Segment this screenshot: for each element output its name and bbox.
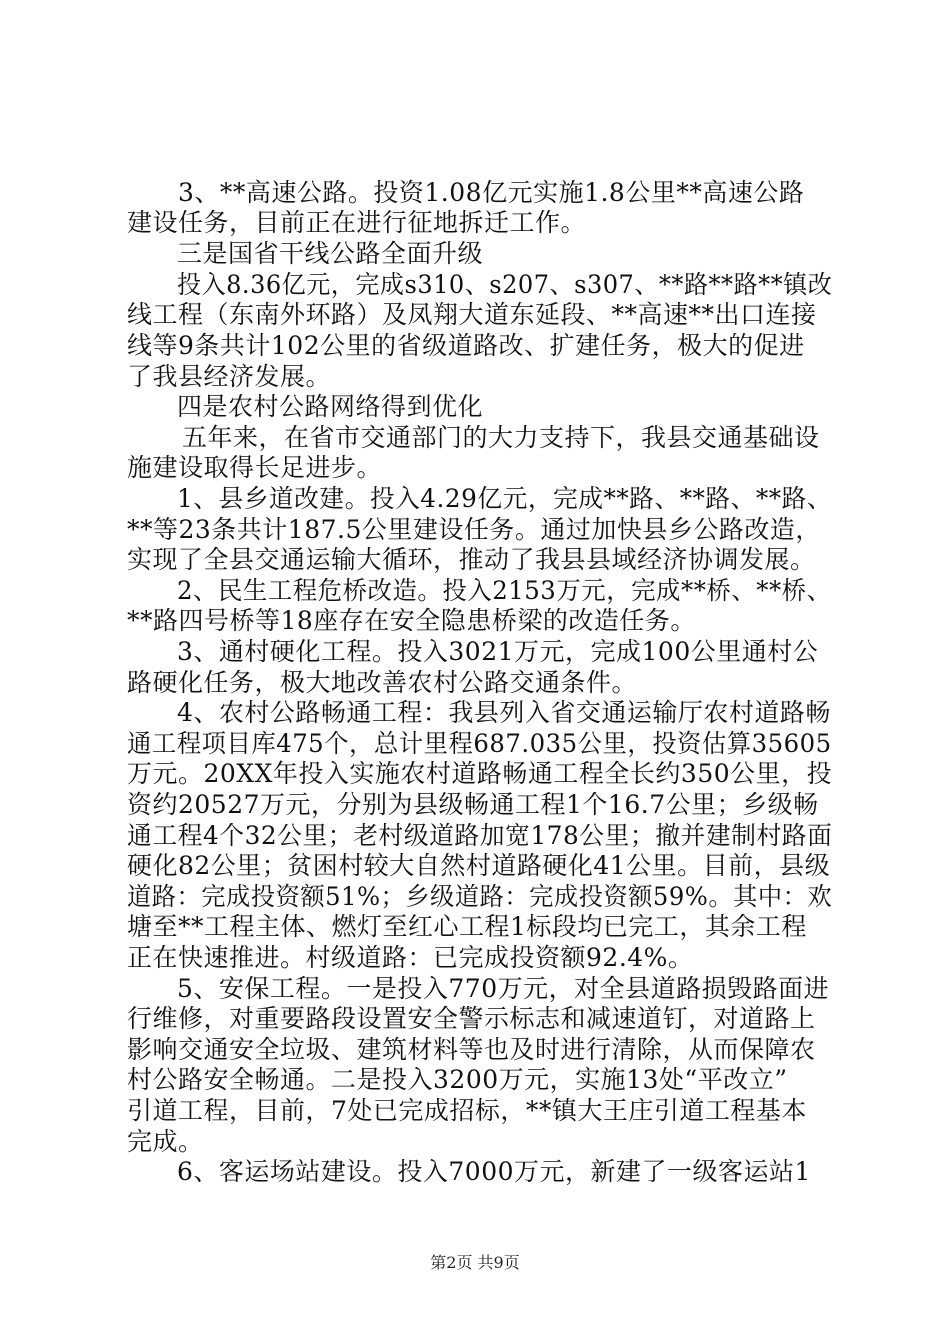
text-line: 线等9条共计102公里的省级道路改、扩建任务，极大的促进 bbox=[127, 331, 805, 360]
text-line: 6、客运场站建设。投入7000万元，新建了一级客运站1 bbox=[177, 1157, 811, 1186]
text-line: 道路：完成投资额51%；乡级道路：完成投资额59%。其中：欢 bbox=[127, 882, 833, 911]
text-line: 万元。20XX年投入实施农村道路畅通工程全长约350公里，投 bbox=[127, 759, 833, 788]
text-line: 行维修，对重要路段设置安全警示标志和减速道钉，对道路上 bbox=[127, 1004, 816, 1033]
text-line: 2、民生工程危桥改造。投入2153万元，完成**桥、**桥、 bbox=[177, 576, 832, 605]
text-line: **路四号桥等18座存在安全隐患桥梁的改造任务。 bbox=[127, 606, 696, 635]
text-line: 了我县经济发展。 bbox=[127, 362, 332, 391]
text-line: 5、安保工程。一是投入770万元，对全县道路损毁路面进 bbox=[177, 974, 830, 1003]
text-line: 完成。 bbox=[127, 1127, 204, 1156]
text-line: 资约20527万元，分别为县级畅通工程1个16.7公里；乡级畅 bbox=[127, 790, 819, 819]
text-line: 正在快速推进。村级道路：已完成投资额92.4%。 bbox=[127, 943, 694, 972]
section-heading: 四是农村公路网络得到优化 bbox=[177, 392, 484, 421]
text-line: **等23条共计187.5公里建设任务。通过加快县乡公路改造， bbox=[127, 515, 821, 544]
text-line: 路硬化任务，极大地改善农村公路交通条件。 bbox=[127, 668, 638, 697]
text-line: 五年来，在省市交通部门的大力支持下，我县交通基础设 bbox=[182, 423, 820, 452]
text-line: 影响交通安全垃圾、建筑材料等也及时进行清除，从而保障农 bbox=[127, 1035, 816, 1064]
text-line: 1、县乡道改建。投入4.29亿元，完成**路、**路、**路、 bbox=[177, 484, 833, 513]
text-line: 硬化82公里；贫困村较大自然村道路硬化41公里。目前，县级 bbox=[127, 851, 831, 880]
section-heading: 三是国省干线公路全面升级 bbox=[177, 239, 484, 268]
text-line: 线工程（东南外环路）及凤翔大道东延段、**高速**出口连接 bbox=[127, 300, 817, 329]
text-line: 实现了全县交通运输大循环，推动了我县县域经济协调发展。 bbox=[127, 545, 816, 574]
text-line: 通工程4个32公里；老村级道路加宽178公里；撤并建制村路面 bbox=[127, 821, 833, 850]
text-line: 引道工程，目前，7处已完成招标，**镇大王庄引道工程基本 bbox=[127, 1096, 807, 1125]
text-line: 3、**高速公路。投资1.08亿元实施1.8公里**高速公路 bbox=[178, 178, 805, 207]
text-line: 施建设取得长足进步。 bbox=[127, 453, 383, 482]
text-line: 3、通村硬化工程。投入3021万元，完成100公里通村公 bbox=[177, 637, 819, 666]
text-line: 塘至**工程主体、燃灯至红心工程1标段均已完工，其余工程 bbox=[127, 912, 807, 941]
text-line: 建设任务，目前正在进行征地拆迁工作。 bbox=[127, 208, 587, 237]
text-line: 投入8.36亿元，完成s310、s207、s307、**路**路**镇改 bbox=[177, 270, 833, 299]
text-line: 4、农村公路畅通工程：我县列入省交通运输厅农村道路畅 bbox=[177, 698, 831, 727]
text-line: 通工程项目库475个，总计里程687.035公里，投资估算35605 bbox=[127, 729, 832, 758]
text-line: 村公路安全畅通。二是投入3200万元，实施13处“平改立” bbox=[127, 1065, 788, 1094]
page-number-footer: 第2页 共9页 bbox=[430, 1253, 520, 1272]
